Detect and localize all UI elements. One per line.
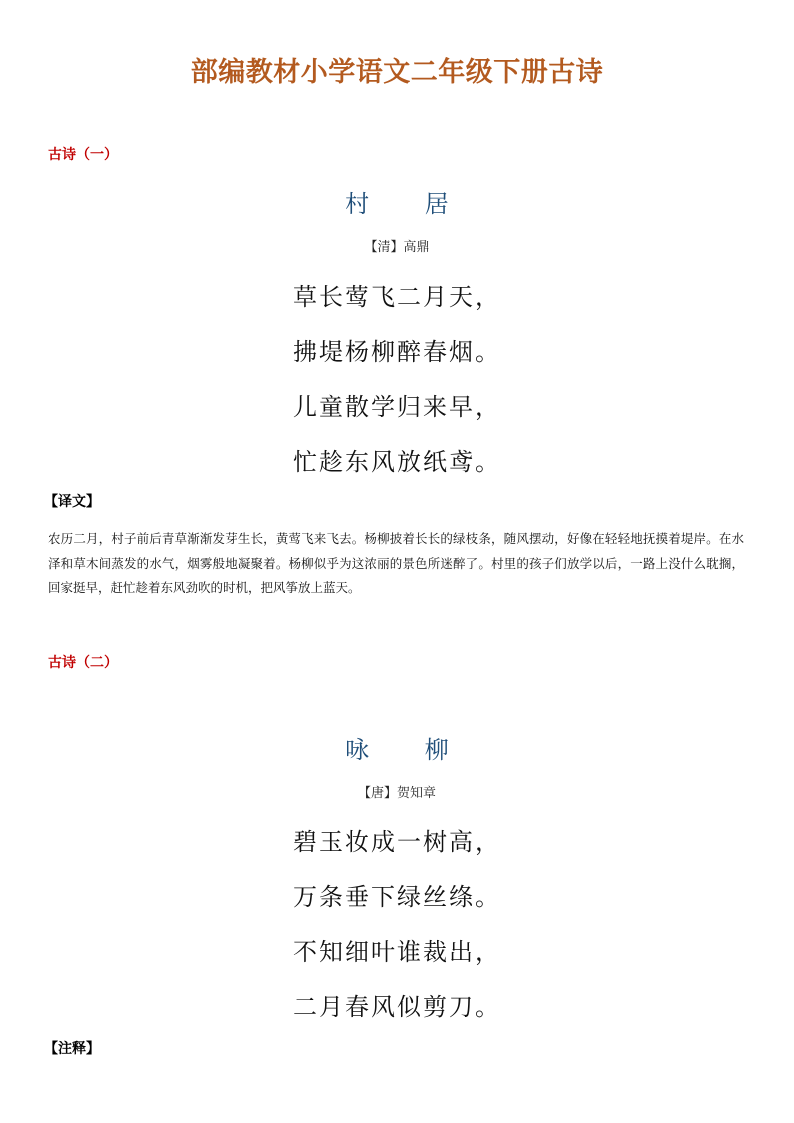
poem-line: 忙趁东风放纸鸢。 <box>293 448 501 476</box>
poem-title-cunju: 村 居 <box>345 190 473 218</box>
poem-line: 万条垂下绿丝绦。 <box>293 883 501 911</box>
section-label-poem-2: 古诗（二） <box>48 655 118 671</box>
poem-line: 儿童散学归来早， <box>293 393 501 421</box>
notes-heading: 【注释】 <box>44 1041 100 1057</box>
translation-text: 农历二月，村子前后青草渐渐发芽生长，黄莺飞来飞去。杨柳披着长长的绿枝条，随风摆动，好像在轻轻地抚摸着堤岸。在水泽和草木间蒸发的水气，烟雾般地凝聚着。杨柳似乎为这浓丽的景色所迷醉了。村里的孩子们放学以后，一路上没什么耽搁，回家挺早，赶忙趁着东风劲吹的时机，把风筝放上蓝天。 <box>48 531 744 595</box>
poem-line: 不知细叶谁裁出， <box>293 938 501 966</box>
poem-line: 草长莺飞二月天， <box>293 283 501 311</box>
section-label-poem-1: 古诗（一） <box>48 147 118 163</box>
document-title: 部编教材小学语文二年级下册古诗 <box>190 57 604 88</box>
translation-heading: 【译文】 <box>44 494 100 510</box>
poem-line: 碧玉妆成一树高， <box>293 828 501 856</box>
poem-title-yongliu: 咏 柳 <box>345 736 473 764</box>
poem-line: 二月春风似剪刀。 <box>293 993 501 1021</box>
poem-author: 【清】高鼎 <box>364 240 430 255</box>
poem-line: 拂堤杨柳醉春烟。 <box>293 338 501 366</box>
poem-author: 【唐】贺知章 <box>357 786 436 801</box>
